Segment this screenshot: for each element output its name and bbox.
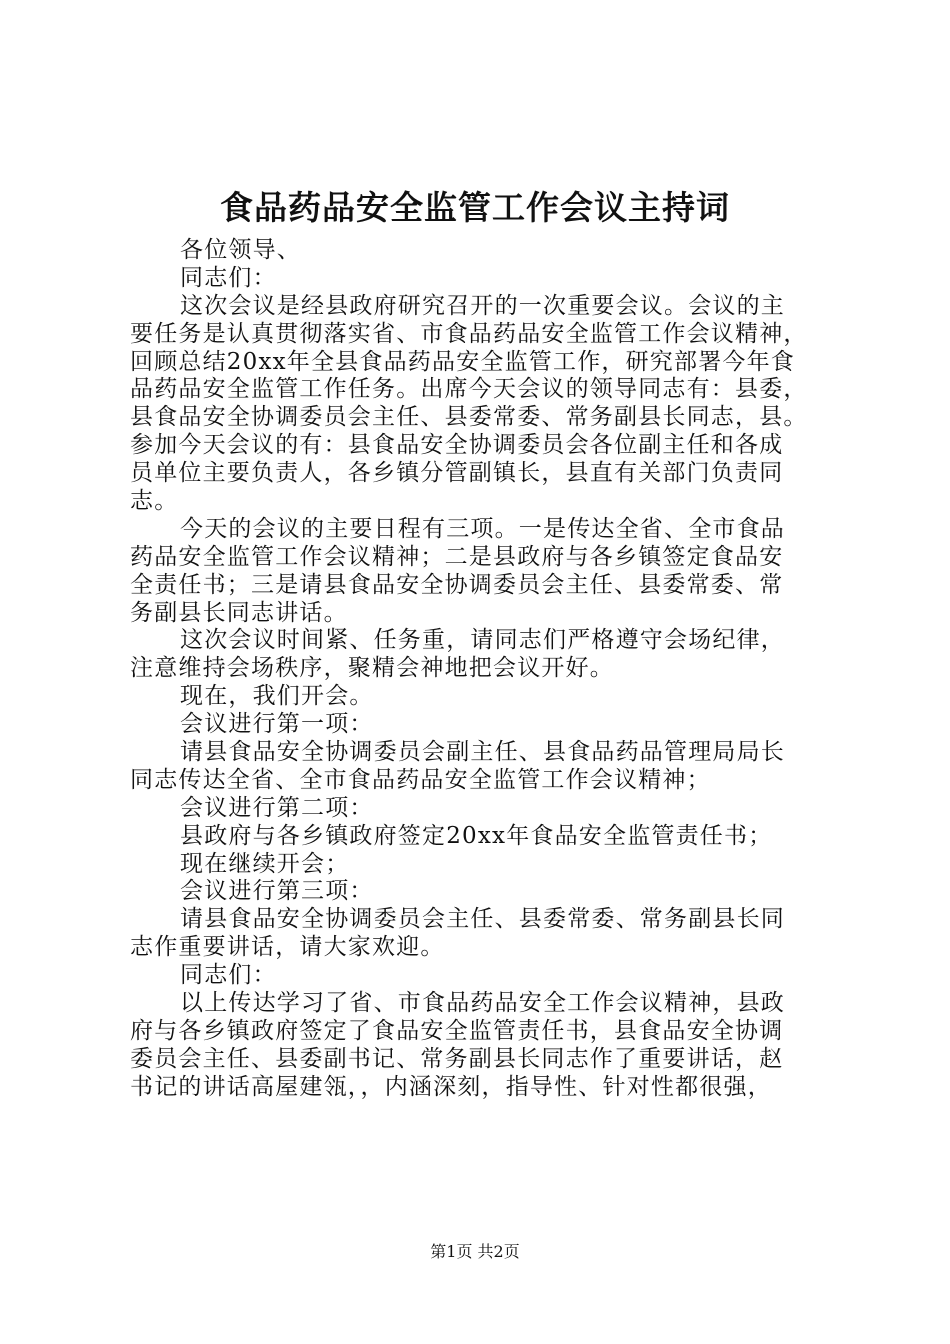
text-line: 同志传达全省、全市食品药品安全监管工作会议精神； xyxy=(130,766,711,793)
text-line: 要任务是认真贯彻落实省、市食品药品安全监管工作会议精神， xyxy=(130,320,808,347)
text-line: 员单位主要负责人，各乡镇分管副镇长，县直有关部门负责同 xyxy=(130,460,784,487)
text-line: 会议进行第二项： xyxy=(180,794,374,821)
text-line: 这次会议时间紧、任务重，请同志们严格遵守会场纪律， xyxy=(180,627,785,654)
text-line: 注意维持会场秩序，聚精会神地把会议开好。 xyxy=(130,655,614,682)
text-line: 今天的会议的主要日程有三项。一是传达全省、全市食品 xyxy=(180,515,785,542)
text-line: 现在，我们开会。 xyxy=(180,683,374,710)
text-line: 这次会议是经县政府研究召开的一次重要会议。会议的主 xyxy=(180,292,785,319)
text-line: 回顾总结20xx年全县食品药品安全监管工作，研究部署今年食 xyxy=(130,348,796,375)
text-line: 委员会主任、县委副书记、常务副县长同志作了重要讲话，赵 xyxy=(130,1045,784,1072)
text-line: 务副县长同志讲话。 xyxy=(130,599,348,626)
text-line: 书记的讲话高屋建瓴，，内涵深刻，指导性、针对性都很强， xyxy=(130,1073,772,1100)
text-line: 以上传达学习了省、市食品药品安全工作会议精神，县政 xyxy=(180,990,785,1017)
page-footer: 第1页 共2页 xyxy=(430,1242,520,1261)
text-line: 志。 xyxy=(130,488,179,515)
text-line: 各位领导、 xyxy=(180,237,301,263)
text-line: 县食品安全协调委员会主任、县委常委、常务副县长同志，县。 xyxy=(130,404,808,431)
text-line: 请县食品安全协调委员会主任、县委常委、常务副县长同 xyxy=(180,906,785,933)
text-line: 现在继续开会； xyxy=(180,850,350,877)
text-line: 县政府与各乡镇政府签定20xx年食品安全监管责任书； xyxy=(180,822,773,849)
text-line: 志作重要讲话，请大家欢迎。 xyxy=(130,934,445,961)
text-line: 药品安全监管工作会议精神；二是县政府与各乡镇签定食品安 xyxy=(130,543,784,570)
text-line: 府与各乡镇政府签定了食品安全监管责任书，县食品安全协调 xyxy=(130,1017,784,1044)
text-line: 品药品安全监管工作任务。出席今天会议的领导同志有：县委， xyxy=(130,376,808,403)
text-line: 会议进行第一项： xyxy=(180,711,374,738)
text-line: 同志们： xyxy=(180,962,277,989)
page-title: 食品药品安全监管工作会议主持词 xyxy=(220,188,730,227)
text-line: 全责任书；三是请县食品安全协调委员会主任、县委常委、常 xyxy=(130,571,784,598)
text-line: 会议进行第三项： xyxy=(180,878,374,905)
text-line: 请县食品安全协调委员会副主任、县食品药品管理局局长 xyxy=(180,739,785,766)
text-line: 同志们： xyxy=(180,264,277,291)
text-line: 参加今天会议的有：县食品安全协调委员会各位副主任和各成 xyxy=(130,432,784,459)
document-body xyxy=(130,237,830,1102)
